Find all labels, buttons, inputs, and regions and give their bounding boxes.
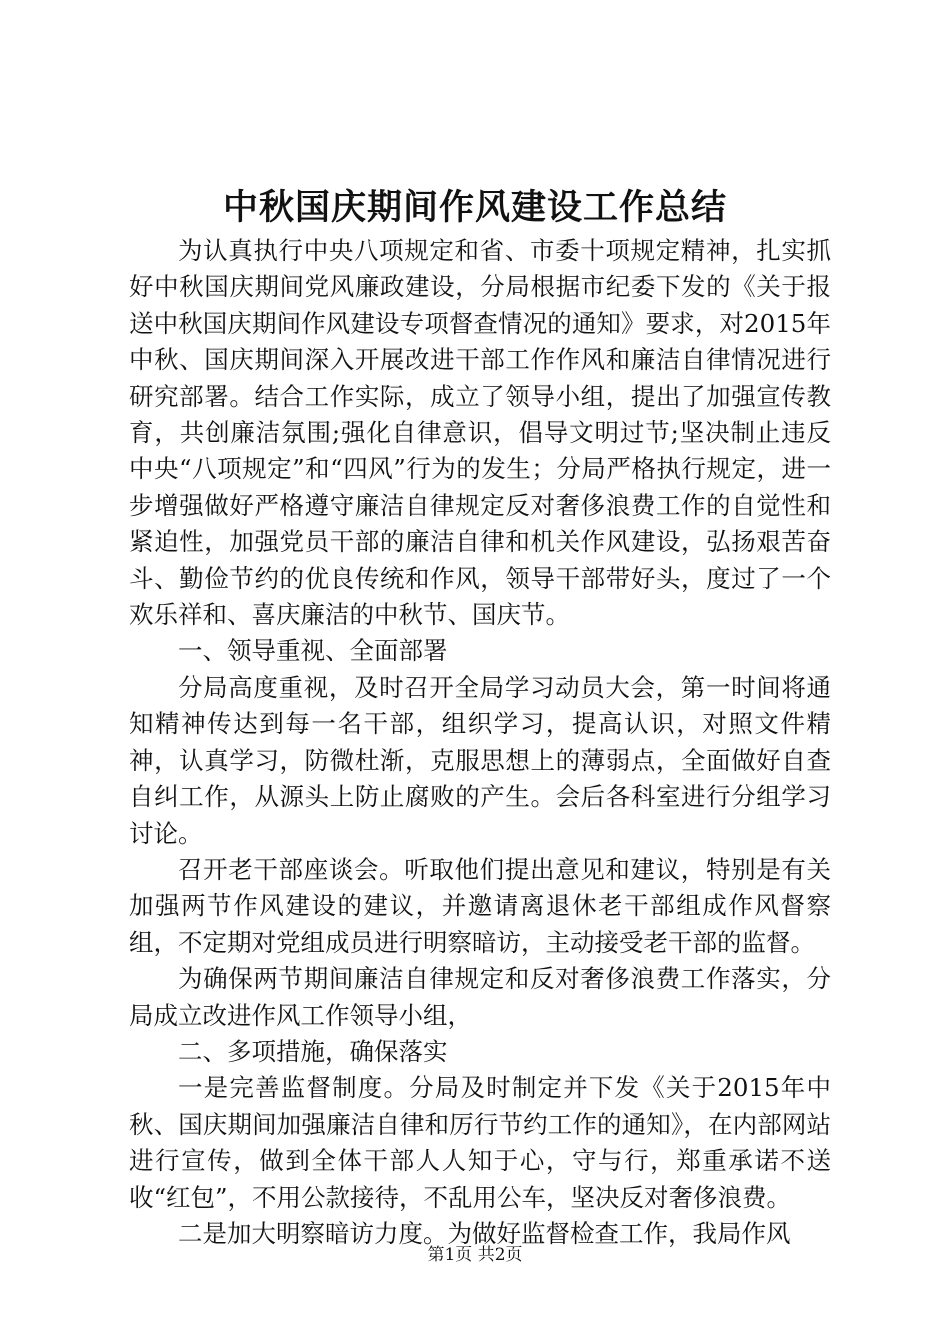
document-title: 中秋国庆期间作风建设工作总结: [222, 187, 727, 228]
body-paragraph: 分局高度重视，及时召开全局学习动员大会，第一时间将通知精神传达到每一名干部，组织学习，提高认识，对照文件精神，认真学习，防微杜渐，克服思想上的薄弱点，全面做好自查自纠工作，从源头上防止腐败的产生。会后各科室进行分组学习讨论。: [129, 672, 831, 848]
body-paragraph: 二是加大明察暗访力度。为做好监督检查工作，我局作风: [178, 1218, 791, 1248]
body-paragraph: 一是完善监督制度。分局及时制定并下发《关于2015年中秋、国庆期间加强廉洁自律和厉行节约工作的通知》，在内部网站进行宣传，做到全体干部人人知于心，守与行，郑重承诺不送收“红包”，不用公款接待，不乱用公车，坚决反对奢侈浪费。: [129, 1073, 831, 1212]
section-heading-1: 一、领导重视、全面部署: [178, 636, 448, 666]
body-paragraph: 召开老干部座谈会。听取他们提出意见和建议，特别是有关加强两节作风建设的建议，并邀请离退休老干部组成作风督察组，不定期对党组成员进行明察暗访，主动接受老干部的监督。: [129, 854, 831, 957]
document-body: [129, 233, 831, 1252]
intro-paragraph: 为认真执行中央八项规定和省、市委十项规定精神，扎实抓好中秋国庆期间党风廉政建设，分局根据市纪委下发的《关于报送中秋国庆期间作风建设专项督查情况的通知》要求，对2015年中秋、国庆期间深入开展改进干部工作作风和廉洁自律情况进行研究部署。结合工作实际，成立了领导小组，提出了加强宣传教育，共创廉洁氛围;强化自律意识，倡导文明过节;坚决制止违反中央“八项规定”和“四风”行为的发生；分局严格执行规定，进一步增强做好严格遵守廉洁自律规定反对奢侈浪费工作的自觉性和紧迫性，加强党员干部的廉洁自律和机关作风建设，弘扬艰苦奋斗、勤俭节约的优良传统和作风，领导干部带好头，度过了一个欢乐祥和、喜庆廉洁的中秋节、国庆节。: [129, 236, 831, 630]
body-paragraph: 为确保两节期间廉洁自律规定和反对奢侈浪费工作落实，分局成立改进作风工作领导小组，: [129, 964, 831, 1030]
section-heading-2: 二、多项措施，确保落实: [178, 1036, 448, 1066]
page-number: 第1页 共2页: [427, 1245, 523, 1265]
